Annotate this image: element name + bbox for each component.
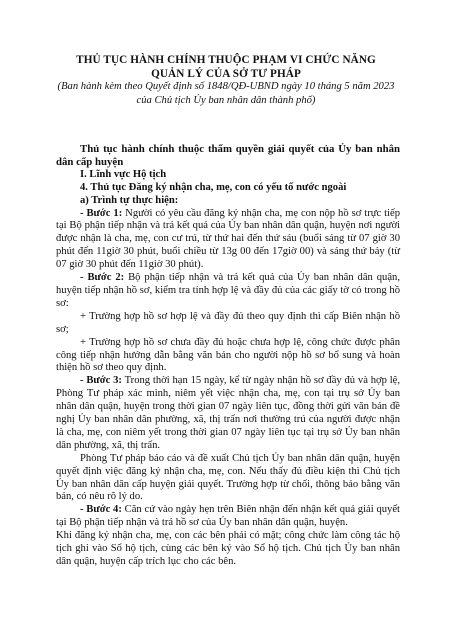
case-valid-paragraph: + Trường hợp hồ sơ hợp lệ và đầy đủ theo quy định thì cấp Biên nhận hồ sơ; (56, 310, 400, 335)
case-invalid-paragraph: + Trường hợp hồ sơ chưa đầy đủ hoặc chưa hợp lệ, công chức được phân công tiếp nhận hướng dẫn bằng văn bản cho người nộp hồ sơ bổ sung và hoàn thiện hồ sơ theo quy định. (56, 336, 400, 374)
document-subtitle-line1: (Ban hành kèm theo Quyết định số 1848/QĐ-UBND ngày 10 tháng 5 năm 2023 (57, 81, 395, 92)
step-4-paragraph (56, 504, 400, 530)
step-4-text: Căn cứ vào ngày hẹn trên Biên nhận đến nhận kết quả giải quyết tại Bộ phận tiếp nhận và trả hồ sơ của Ủy ban nhân dân quận, huyện. (56, 504, 401, 529)
step-2-text: Bộ phận tiếp nhận và trả kết quả của Ủy ban nhân dân quận, huyện tiếp nhận hồ sơ, kiểm tra tính hợp lệ và đầy đủ của các giấy tờ có trong hồ sơ: (56, 272, 400, 309)
subsection-heading: a) Trình tự thực hiện: (80, 194, 179, 206)
step-3-label: - Bước 3: (80, 375, 122, 387)
procedure-heading: 4. Thủ tục Đăng ký nhận cha, mẹ, con có yếu tố nước ngoài (80, 181, 347, 193)
document-title-line2: QUẢN LÝ CỦA SỞ TƯ PHÁP (151, 68, 301, 80)
field-heading: I. Lĩnh vực Hộ tịch (80, 168, 167, 180)
step-2-paragraph (56, 272, 400, 311)
step-4-label: - Bước 4: (80, 504, 122, 516)
document-subtitle-line2: của Chủ tịch Ủy ban nhân dân thành phố) (136, 95, 316, 106)
final-paragraph: Khi đăng ký nhận cha, mẹ, con các bên phải có mặt; công chức làm công tác hộ tịch ghi vào Sổ hộ tịch, cùng các bên ký vào Sổ hộ tịch. Chủ tịch Ủy ban nhân dân quận, huyện cấp trích lục cho các bên. (56, 530, 400, 567)
step-2-label: - Bước 2: (80, 272, 125, 284)
step-3-text: Trong thời hạn 15 ngày, kể từ ngày nhận hồ sơ đầy đủ và hợp lệ, Phòng Tư pháp xác minh, niêm yết việc nhận cha, mẹ, con tại trụ sở Ủy ban nhân dân quận, huyện trong thời gian 07 ngày liên tục, đồng thời gửi văn bản đề nghị Ủy ban nhân dân phường, xã, thị trấn nơi thường trú của người được nhận là cha, mẹ, con niêm yết trong thời gian 07 ngày liên tục tại trụ sở Ủy ban nhân dân phường, xã, thị trấn. (56, 375, 401, 451)
step-1-label: - Bước 1: (80, 207, 123, 219)
step-1-text: Người có yêu cầu đăng ký nhận cha, mẹ con nộp hồ sơ trực tiếp tại Bộ phận tiếp nhận và trả kết quả của Ủy ban nhân dân quận, huyện nơi người được nhận là cha, mẹ, con cư trú, từ thứ hai đến thứ sáu (buổi sáng từ 07 giờ 30 phút đến 11giờ 30 phút, buổi chiều từ 13g 00 đến 17giờ 00) và sáng thứ bảy (từ 07 giờ 30 phút đến 11giờ 30 phút). (56, 207, 400, 271)
document-title-line1: THỦ TỤC HÀNH CHÍNH THUỘC PHẠM VI CHỨC NĂNG (76, 54, 376, 66)
step-3-followup-paragraph: Phòng Tư pháp báo cáo và đề xuất Chủ tịch Ủy ban nhân dân quận, huyện quyết định việc đăng ký nhận cha, mẹ, con. Nếu thấy đủ điều kiện thì Chủ tịch Ủy ban nhân dân cấp huyện giải quyết. Trường hợp từ chối, thông báo bằng văn bản, có nêu rõ lý do. (56, 452, 400, 503)
document-body (56, 143, 400, 569)
step-1-paragraph (56, 208, 400, 273)
step-3-paragraph (56, 375, 400, 452)
section-heading: Thủ tục hành chính thuộc thẩm quyền giải quyết của Ủy ban nhân dân cấp huyện (56, 143, 400, 168)
